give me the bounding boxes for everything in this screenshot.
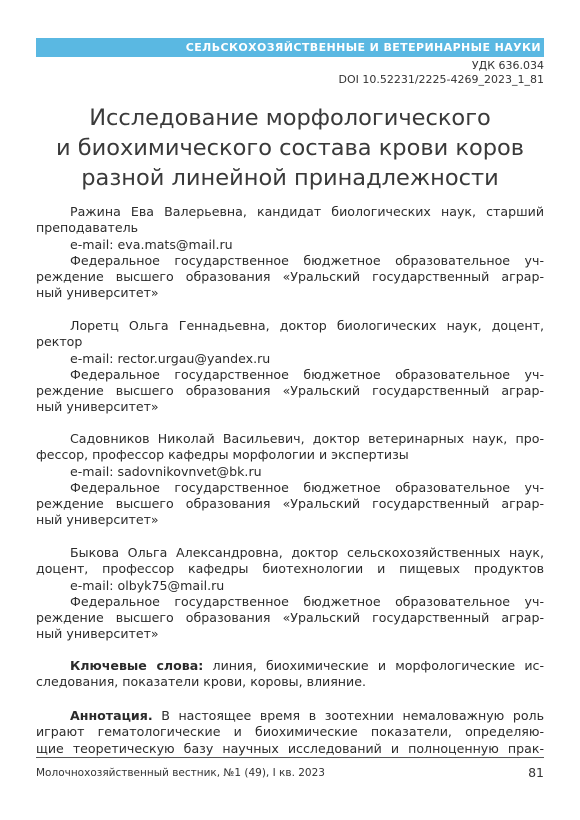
author-email: e-mail: eva.mats@mail.ru <box>70 236 233 252</box>
footer-divider <box>36 757 544 758</box>
page-number: 81 <box>528 765 544 780</box>
article-title <box>36 103 544 193</box>
doi-code: DOI 10.52231/2225-4269_2023_1_81 <box>338 73 544 86</box>
author-org: реждение высшего образования «Уральский государственный аграр- <box>36 383 544 399</box>
author-org: реждение высшего образования «Уральский государственный аграр- <box>36 496 544 512</box>
author-position: доцент, профессор кафедры биотехнологии и пищевых продуктов <box>36 561 544 577</box>
title-line: Исследование морфологического <box>89 105 491 131</box>
author-name: Ражина Ева Валерьевна, кандидат биологических наук, старший <box>70 204 544 219</box>
author-org: Федеральное государственное бюджетное образовательное уч- <box>70 593 544 609</box>
author-email: e-mail: sadovnikovnvet@bk.ru <box>70 463 262 479</box>
author-org: ный университет» <box>36 626 159 642</box>
author-position: преподаватель <box>36 220 139 236</box>
author-name: Садовников Николай Васильевич, доктор ветеринарных наук, про- <box>70 431 544 446</box>
keywords-text: линия, биохимические и морфологические ис- <box>203 658 544 673</box>
abstract-block <box>36 708 544 757</box>
author-email: e-mail: rector.urgau@yandex.ru <box>70 350 271 366</box>
author-name: Быкова Ольга Александровна, доктор сельскохозяйственных наук, <box>70 545 544 560</box>
author-org: реждение высшего образования «Уральский государственный аграр- <box>36 269 544 285</box>
author-email: e-mail: olbyk75@mail.ru <box>70 577 225 593</box>
author-org: ный университет» <box>36 399 159 415</box>
author-block <box>36 318 544 416</box>
keywords-line <box>70 658 544 674</box>
title-line: и биохимического состава крови коров <box>55 135 525 161</box>
author-org: Федеральное государственное бюджетное образовательное уч- <box>70 479 544 495</box>
abstract-line <box>70 708 544 724</box>
title-line: разной линейной принадлежности <box>81 165 499 191</box>
author-org: Федеральное государственное бюджетное образовательное уч- <box>70 252 544 268</box>
author-org: ный университет» <box>36 285 159 301</box>
abstract-text: щие теоретическую базу научных исследований и полноценную прак- <box>36 740 544 756</box>
author-org: реждение высшего образования «Уральский государственный аграр- <box>36 610 544 626</box>
author-block <box>36 204 544 302</box>
abstract-text: играют гематологические и биохимические показатели, определяю- <box>36 724 544 740</box>
abstract-label: Аннотация. <box>70 708 153 723</box>
author-name: Лоретц Ольга Геннадьевна, доктор биологических наук, доцент, <box>70 318 544 333</box>
keywords-label: Ключевые слова: <box>70 658 204 673</box>
author-position: фессор, профессор кафедры морфологии и экспертизы <box>36 447 409 463</box>
keywords-text: следования, показатели крови, коровы, влияние. <box>36 674 366 690</box>
author-block <box>36 431 544 529</box>
keywords-block <box>36 658 544 691</box>
journal-name: Молочнохозяйственный вестник, №1 (49), I кв. 2023 <box>36 767 325 779</box>
author-org: Федеральное государственное бюджетное образовательное уч- <box>70 366 544 382</box>
author-org: ный университет» <box>36 512 159 528</box>
author-block <box>36 545 544 643</box>
udk-code: УДК 636.034 <box>471 59 544 72</box>
abstract-text: В настоящее время в зоотехнии немаловажную роль <box>152 708 544 723</box>
section-banner: СЕЛЬСКОХОЗЯЙСТВЕННЫЕ И ВЕТЕРИНАРНЫЕ НАУКИ <box>36 38 544 57</box>
author-position: ректор <box>36 334 83 350</box>
